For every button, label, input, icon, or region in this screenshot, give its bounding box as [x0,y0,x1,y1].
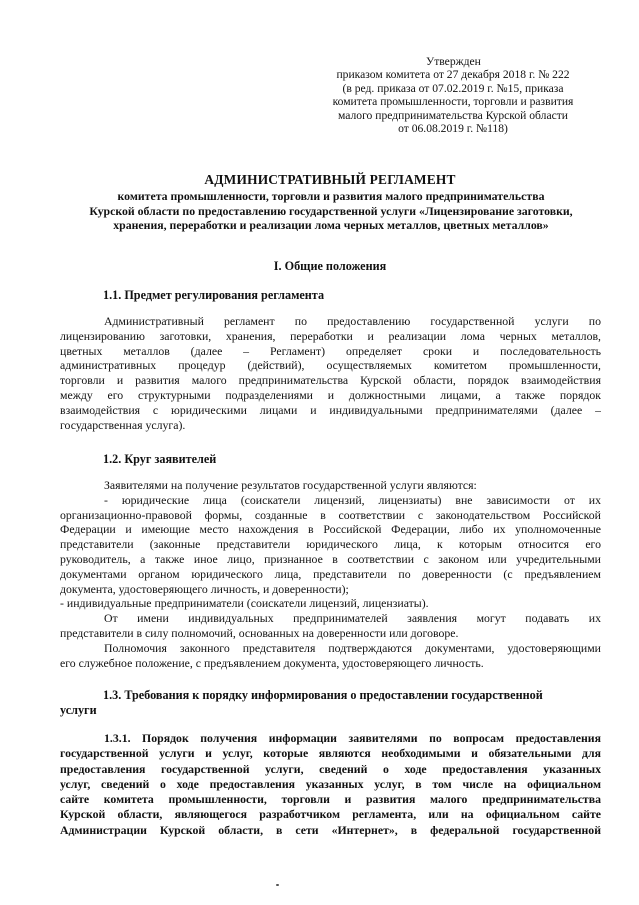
section-heading-general: I. Общие положения [273,259,387,273]
text-line: руководитель, а также иное лицо, признанное в соответствии с законом или учредительными [60,551,601,566]
heading-1-1: 1.1. Предмет регулирования регламента [103,288,325,302]
heading-line: услуги [60,703,97,717]
text-line: Администрации Курской области, в сети «Интернет», в федеральной государственной [60,822,601,837]
text-line: взаимодействия с юридическими лицами и индивидуальными предпринимателями (далее – [60,402,601,417]
scan-speck [276,884,279,886]
text-line: От имени индивидуальных предпринимателей заявления могут подавать их [104,611,601,626]
subtitle-line: хранения, переработки и реализации лома черных металлов, цветных металлов» [113,218,549,232]
approval-line: (в ред. приказа от 07.02.2019 г. №15, приказа [342,81,564,95]
subtitle-line: Курской области по предоставлению государственной услуги «Лицензирование заготовки, [89,203,573,218]
text-line: документа, удостоверяющего личность, и доверенности); [60,581,349,596]
text-line: его служебное положение, с предъявлением документа, удостоверяющего личность. [60,655,484,670]
approval-line: комитета промышленности, торговли и развития [332,95,574,109]
text-line: услуг, сведений о ходе предоставления указанных услуг, в том числе на официальном [60,776,601,791]
text-line: документами органом юридического лица, представители по доверенности (с предъявлением [60,566,601,581]
text-line: сайте комитета промышленности, торговли и развития малого предпринимательства [60,792,601,807]
subtitle-line: комитета промышленности, торговли и развития малого предпринимательства [117,189,545,203]
text-line: торговли и развития малого предпринимательства Курской области, порядок взаимодействия [60,373,601,388]
approval-line: малого предпринимательства Курской области [337,108,569,122]
text-line: представители (законные представители юридического лица, к которым относится его [60,537,601,552]
heading-1-2: 1.2. Круг заявителей [103,452,217,466]
text-line: представители в силу полномочий, основанных на доверенности или договоре. [60,625,459,640]
text-line: лицензированию заготовки, хранения, переработки и реализации лома черных металлов, [60,328,601,343]
heading-1-3 [60,688,600,718]
text-line: организационно-правовой формы, созданные в соответствии с законодательством Российской [60,507,601,522]
paragraph-1-1 [60,314,601,432]
document-title: АДМИНИСТРАТИВНЫЙ РЕГЛАМЕНТ [204,172,456,187]
paragraph-1-2 [60,478,601,670]
text-line: между его структурными подразделениями и должностными лицами, а также порядок [60,387,601,402]
text-line: административных процедур (действий), осуществляемых комитетом промышленности, [60,358,601,373]
approval-line: Утвержден [426,55,481,68]
text-line: - индивидуальные предприниматели (соискатели лицензий, лицензиаты). [60,596,429,611]
approval-stamp [318,55,588,135]
text-line: Курской области, являющегося разработчиком регламента, или на официальном сайте [60,807,601,822]
text-line: государственной услуги и услуг, которые являются необходимыми и обязательными для [60,746,601,761]
document-subtitle [60,189,602,233]
text-line: - юридические лица (соискатели лицензий, лицензиаты) вне зависимости от их [104,492,601,507]
text-line: Административный регламент по предоставлению государственной услуги по [104,314,601,328]
text-line: Заявителями на получение результатов государственной услуги являются: [104,478,477,492]
text-line: цветных металлов (далее – Регламент) определяет сроки и последовательность [60,343,601,358]
text-line: Полномочия законного представителя подтверждаются документами, удостоверяющими [104,640,601,655]
approval-line: приказом комитета от 27 декабря 2018 г. № 222 [336,68,570,82]
approval-line: от 06.08.2019 г. №118) [398,122,508,136]
text-line: Федерации и имеющие место нахождения в Российской Федерации, либо их уполномоченные [60,522,601,537]
text-line: 1.3.1. Порядок получения информации заявителями по вопросам предоставления [104,731,601,745]
text-line: государственная услуга). [60,417,186,432]
heading-line: 1.3. Требования к порядку информирования о предоставлении государственной [103,688,543,702]
text-line: предоставления государственной услуги, сведений о ходе предоставления указанных [60,761,601,776]
paragraph-1-3-1 [60,731,601,838]
